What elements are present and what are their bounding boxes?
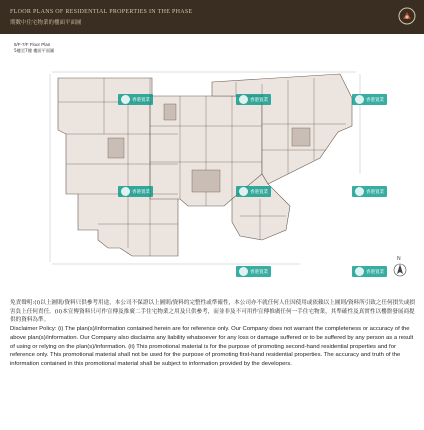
watermark-badge: 香港置業 <box>236 186 271 197</box>
watermark-logo-icon <box>355 95 364 104</box>
watermark-badge: 香港置業 <box>352 94 387 105</box>
watermark-badge: 香港置業 <box>352 266 387 277</box>
watermark-badge: 香港置業 <box>236 94 271 105</box>
header-title-zh: 期數中住宅物業的樓面平面圖 <box>10 20 82 26</box>
watermark-badge: 香港置業 <box>118 186 153 197</box>
watermark-logo-icon <box>121 187 130 196</box>
page-header <box>0 0 424 34</box>
watermark-badge: 香港置業 <box>118 94 153 105</box>
disclaimer-en: Disclaimer Policy: (i) The plan(s)/information contained herein are for reference only. Our Company does not warrant the completeness or accuracy of the above plan(s)/information. Our Company also disclaims any liability whatsoever for any loss or damage suffered or to be suffered by any person as a result of using or relying on the plan(s)/information. (ii) This promotional material is for the purpose of promoting second-hand residential properties and for reference only. This promotional material shall not be used for the purpose of promoting first-hand residential properties. The accuracy and truth of the information contained in this promotional material shall be subject to information provided by the developers. <box>10 326 414 367</box>
disclaimer-block <box>10 299 416 369</box>
floor-plan-area <box>0 34 424 296</box>
header-title-en: FLOOR PLANS OF RESIDENTIAL PROPERTIES IN THE PHASE <box>10 9 193 15</box>
developer-logo-icon <box>398 7 416 25</box>
watermark-badge: 香港置業 <box>236 266 271 277</box>
north-marker: N <box>397 256 401 262</box>
watermark-logo-icon <box>355 267 364 276</box>
watermark-logo-icon <box>239 187 248 196</box>
north-arrow-icon <box>394 264 406 276</box>
watermark-logo-icon <box>239 95 248 104</box>
floor-label-en: 5/F-7/F Floor Plan <box>14 42 51 47</box>
disclaimer-zh: 免責聲明:(i)以上圖則/資料只供參考用途，本公司不保證以上圖則/資料的完整性或準確性，本公司亦不就任何人仕因使用或依賴以上圖則/資料所引致之任何損失或損害負上任何責任。(ii)本宣傳資料只可作宣傳及推廣二手住宅物業之用及只供參考，而並非及不可用作宣傳推廣任何一手住宅物業，其準確性及真實性以樓盤發展商提供的資料為準。 <box>10 300 416 324</box>
watermark-logo-icon <box>121 95 130 104</box>
floor-label-zh: 5樓至7樓 樓面平面圖 <box>14 48 55 53</box>
watermark-badge: 香港置業 <box>352 186 387 197</box>
watermark-logo-icon <box>355 187 364 196</box>
floor-plan-drawing <box>0 34 424 296</box>
watermark-logo-icon <box>239 267 248 276</box>
